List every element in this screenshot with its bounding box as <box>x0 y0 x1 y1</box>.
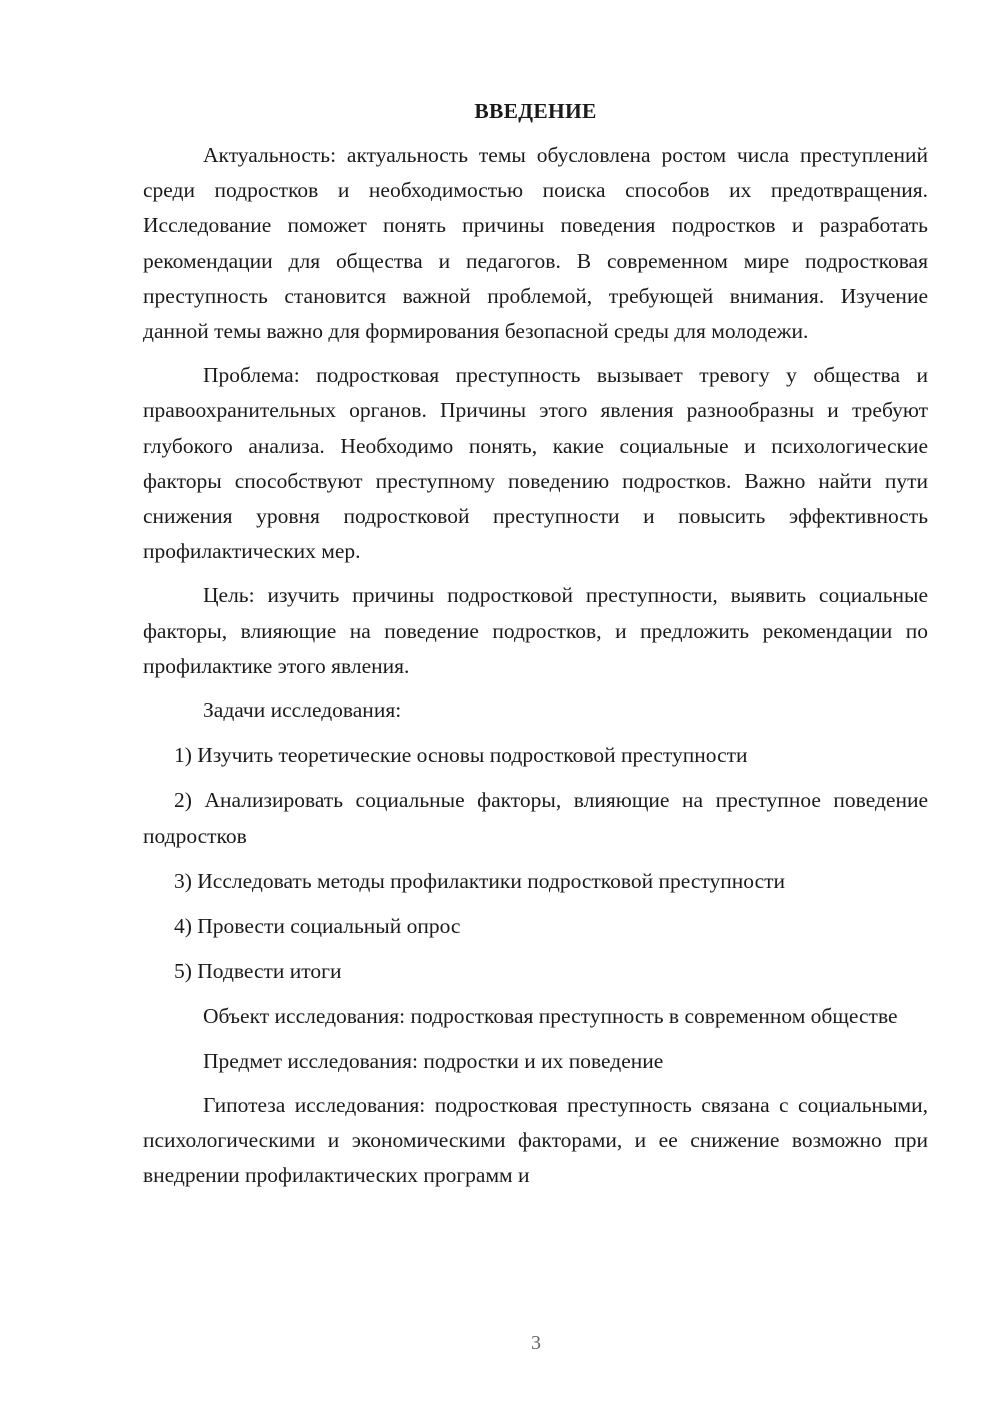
task-item-5: 5) Подвести итоги <box>174 959 342 984</box>
subject-paragraph: Предмет исследования: подростки и их поведение <box>203 1048 664 1073</box>
goal-paragraph: Цель: изучить причины подростковой преступности, выявить социальные факторы, влияющие на поведение подростков, и предложить рекомендации по профилактике этого явления. <box>143 583 928 678</box>
page-number: 3 <box>531 1332 541 1354</box>
hypothesis-paragraph: Гипотеза исследования: подростковая преступность связана с социальными, психологическими и экономическими факторами, и ее снижение возможно при внедрении профилактических программ и <box>143 1092 928 1188</box>
problem-paragraph: Проблема: подростковая преступность вызывает тревогу у общества и правоохранительных органов. Причины этого явления разнообразны и требуют глубокого анализа. Необходимо понять, какие социальные и психологические факторы способствуют преступному поведению подростков. Важно найти пути снижения уровня подростковой преступности и повысить эффективность профилактических мер. <box>143 363 928 564</box>
document-page <box>143 96 928 1202</box>
object-paragraph: Объект исследования: подростковая преступность в современном обществе <box>203 1004 898 1029</box>
relevance-paragraph: Актуальность: актуальность темы обусловлена ростом числа преступлений среди подростков и необходимостью поиска способов их предотвращения. Исследование поможет понять причины поведения подростков и разработать рекомендации для общества и педагогов. В современном мире подростковая преступность становится важной проблемой, требующей внимания. Изучение данной темы важно для формирования безопасной среды для молодежи. <box>143 143 928 344</box>
task-item-3: 3) Исследовать методы профилактики подростковой преступности <box>174 868 786 893</box>
tasks-heading: Задачи исследования: <box>203 698 402 723</box>
section-title: ВВЕДЕНИЕ <box>474 99 597 123</box>
task-item-4: 4) Провести социальный опрос <box>174 914 461 939</box>
task-item-1: 1) Изучить теоретические основы подростковой преступности <box>174 743 748 768</box>
task-item-2: 2) Анализировать социальные факторы, влияющие на преступное поведение подростков <box>143 788 928 848</box>
